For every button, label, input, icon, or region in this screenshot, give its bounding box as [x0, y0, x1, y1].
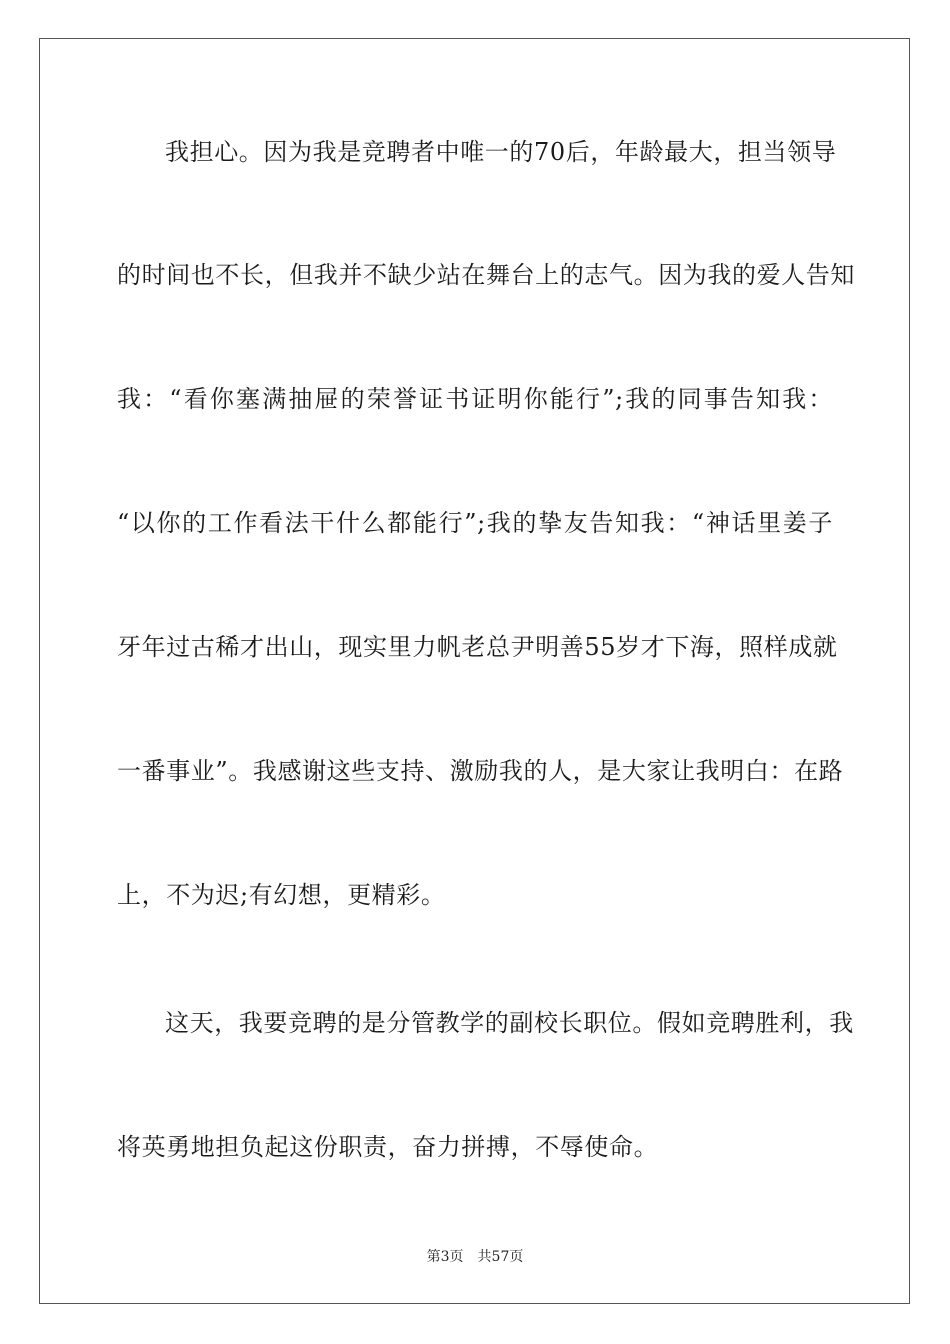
total-pages: 共57页	[477, 1249, 524, 1265]
text-line: 上，不为迟;有幻想，更精彩。	[117, 881, 446, 909]
text-line: 我：“看你塞满抽屉的荣誉证书证明你能行”;我的同事告知我：	[117, 385, 833, 413]
page-footer	[0, 1248, 950, 1266]
page-frame	[39, 38, 910, 1304]
text-line: 牙年过古稀才出山，现实里力帆老总尹明善55岁才下海，照样成就	[117, 633, 838, 661]
text-line: 我担心。因为我是竞聘者中唯一的70后，年龄最大，担当领导	[165, 138, 837, 166]
text-line: 的时间也不长，但我并不缺少站在舞台上的志气。因为我的爱人告知	[117, 261, 855, 289]
text-line: 将英勇地担负起这份职责，奋力拼搏，不辱使命。	[117, 1133, 659, 1161]
text-line: 一番事业”。我感谢这些支持、激励我的人，是大家让我明白：在路	[117, 757, 844, 785]
text-line: 这天，我要竞聘的是分管教学的副校长职位。假如竞聘胜利，我	[165, 1009, 854, 1037]
text-line: “以你的工作看法干什么都能行”;我的挚友告知我：“神话里姜子	[117, 509, 833, 537]
page-number: 第3页	[426, 1249, 464, 1265]
